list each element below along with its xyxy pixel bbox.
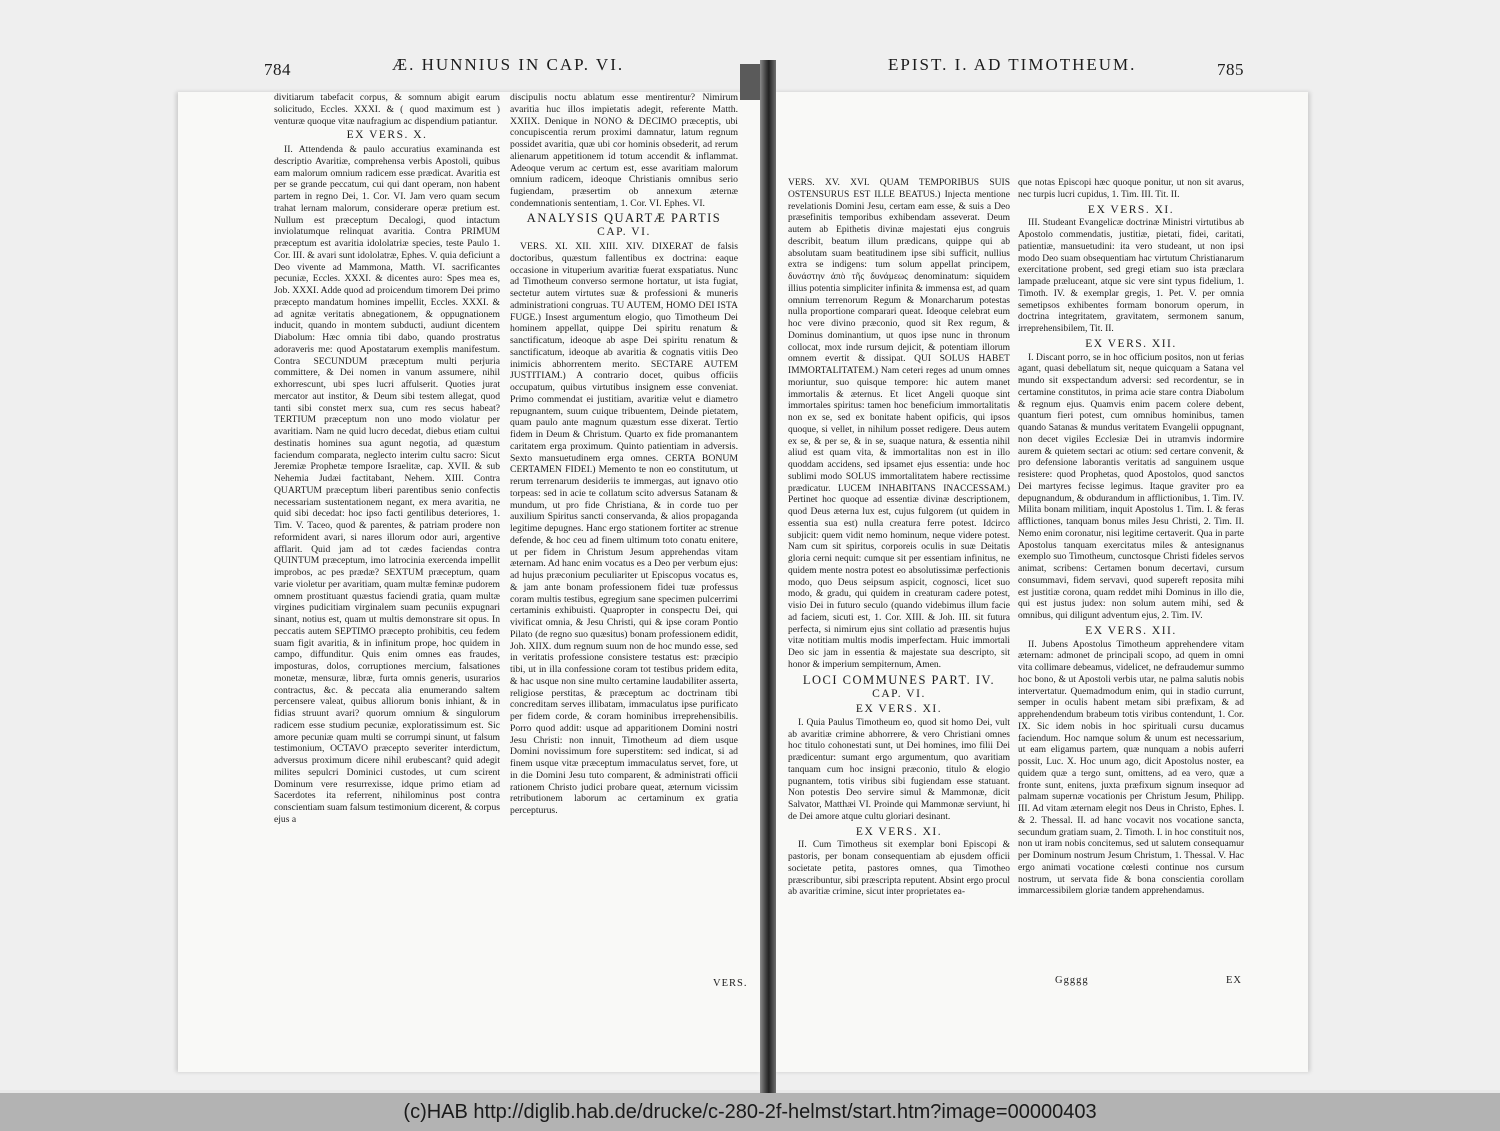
text-paragraph: que notas Episcopi hæc quoque ponitur, ut non sit avarus, nec turpis lucri cupidus, 1. Tim. III. Tit. II.: [1018, 178, 1244, 200]
right-running-head: EPIST. I. AD TIMOTHEUM.: [888, 55, 1137, 74]
book-gutter: [760, 60, 776, 1095]
text-paragraph: III. Studeant Evangelicæ doctrinæ Ministri virtutibus ab Apostolo commendatis, justitiæ, pietati, fidei, caritati, patientiæ, mansuetudini: ita vero studeant, ut non ipsi modo Deo suam obsequentiam hac virtutum Christianarum exercitatione probent, sed gregi etiam suo ista præclara lampade præluceant, atque sic vere sint typus fidelium, 1. Timoth. IV. & exemplar gregis, 1. Pet. V. per omnia semetipsos exhibentes formam bonorum operum, in doctrina integritatem, gravitatem, sermonem sanum, irreprehensibilem, Tit. II.: [1018, 218, 1244, 334]
text-paragraph: II. Jubens Apostolus Timotheum apprehendere vitam æternam: admonet de principali scopo, ad quem in omni vita collimare debeamus, videlicet, ne defraudemur summo hoc bono, & ut Apostoli verbis utar, ne palma salutis nobis intervertatur. Quemadmodum enim, qui in stadio currunt, semper in oculis habent metam sibi præfixam, & ad apprehendendum brabeum totis viribus contendunt, 1. Cor. IX. Sic idem nobis in hoc spirituali cursu ducamus faciendum. Hoc namque solum & unum est necessarium, ut eam eligamus partem, quæ nunquam a nobis auferri possit, Luc. X. Hoc unum ago, dicit Apostolus noster, ea quidem quæ a tergo sunt, omittens, ad ea vero, quæ a fronte sunt, enitens, juxta præfixum signum insequor ad palmam supernæ vocationis per Christum Jesum, Philipp. III. Ad vitam æternam elegit nos Deus in Christo, Ephes. I. & 2. Thessal. II. ad hanc vocavit nos vocatione sancta, secundum gratiam suam, 2. Timoth. I. in hoc constituit nos, non ut iram nobis concitemus, sed ut salutem consequamur per Dominum nostrum Jesum Christum, 1. Thessal. V. Hac ergo animati vocatione cœlesti continue nos cursum nostrum, ut servata fide & bona conscientia corollam immarcessibilem gloriæ tandem apprehendamus.: [1018, 639, 1244, 897]
section-heading: EX VERS. XII.: [1085, 337, 1177, 350]
text-paragraph: VERS. XI. XII. XIII. XIV. DIXERAT de falsis doctoribus, quæstum fallentibus ex doctrina: eaque occasione in vituperium avaritiæ fuerat exspatiatus. Nunc ad Timotheum converso sermone hortatur, ut ista fugiat, sectetur autem virtutes suæ & professioni & muneris administrationi congruas. TU AUTEM, HOMO DEI ISTA FUGE.) Insest argumentum elogio, quo Timotheum Dei hominem appellat, quippe Dei spiritu renatum & sanctificatum, ideoque ab aspe Dei spiritu renatum & sanctificatum, ideoque ab avaritia & cognatis vitiis Deo inimicis abhorrentem merito. SECTARE AUTEM JUSTITIAM.) A contrario docet, quibus officiis occupatum, quibus virtutibus insignem esse conveniat. Primo commendat ei justitiam, avaritiæ velut e diametro repugnantem, suum cuique tribuentem, Deinde pietatem, quam paulo ante magnum quæstum esse dixerat. Tertio fidem in Deum & Christum. Quarto ex fide promanantem caritatem erga proximum. Quinto patientiam in adversis. Sexto mansuetudinem erga omnes. CERTA BONUM CERTAMEN FIDEI.) Memento te non eo constitutum, ut rerum terrenarum desideriis te immergas, aut ignavo otio torpeas: sed in acie te collatum scito adversus Satanam & mundum, ut pro fide Christiana, & in corde tuo per auxilium Spiritus sancti conservanda, & alios propaganda legitime depugnes. Hanc ergo stationem fortiter ac strenue defende, & hoc ceu ad finem ultimum toto conatu enitere, ut per fidem in Christum Jesum apprehendas vitam æternam. Ad hanc enim vocatus es a Deo per verbum ejus: ad hujus præconium peculiariter ut Episcopus vocatus es, & jam ante bonam professionem fidei tuæ professus coram multis testibus, egregium sane specimen pulcerrimi certaminis exhibuisti. Quapropter in conspectu Dei, qui vivificat omnia, & Jesu Christi, qui & ipse coram Pontio Pilato (de regno suo quæsitus) bonam professionem edidit, Joh. XIIX. dum regnum suum non de hoc mundo esse, sed in veritatis professione consistere testatus est: præcipio tibi, ut in illa confessione coram tot testibus pridem edita, & hac usque non sine multo certamine laudabiliter asserta, religiose perstitas, & præceptum ac doctrinam tibi concreditam serves illibatam, immaculatus ipse purificato per fidem corde, & coram hominibus irreprehensibilis. Porro quod addit: usque ad apparitionem Domini nostri Jesu Christi: non innuit, Timotheum ad diem usque Domini novissimum fore superstitem: sed indicat, si ad finem usque vitæ præceptum immaculatus servet, fore, ut in die Domini Jesu tuto comparent, & administrati officii rationem Christo judici probare queat, æternum vicissim retributionem laborum ac certaminum ex gratia percepturus.: [510, 241, 738, 816]
left-column-1: [274, 92, 500, 826]
left-running-head: Æ. HUNNIUS IN CAP. VI.: [392, 55, 625, 74]
text-paragraph: I. Quia Paulus Timotheum eo, quod sit homo Dei, vult ab avaritiæ crimine abhorrere, & vero Christiani omnes hoc titulo cohonestati sunt, ut Dei homines, imo filii Dei prædicentur: sumant ergo argumentum, quo avaritiam tanquam cum hoc insigni præconio, titulo & elogio pugnantem, totis viribus sibi fugiendam esse statuant. Non potestis Deo servire simul & Mammonæ, dicit Salvator, Matthæi VI. Proinde qui Mammonæ serviunt, hi de Dei amore atque cultu gloriari desinant.: [788, 717, 1010, 822]
text-paragraph: II. Attendenda & paulo accuratius examinanda est descriptio Avaritiæ, comprehensa verbis Apostoli, quibus eam malorum omnium radicem esse prædicat. Avaritia est per se grande peccatum, cui qui dant operam, non habent partem in regno Dei, 1. Cor. VI. Jam vero quam secum trahat lernam malorum, considerare operæ pretium est. Nullum est præceptum Decalogi, quod intactum inviolatumque relinquat avaritia. Contra PRIMUM præceptum est avaritia idololatriæ species, teste Paulo 1. Cor. III. & avari sunt idololatræ, Ephes. V. quia deficiunt a Deo vivente ad Mammona, Matth. VI. sacrificantes pecuniæ, Eccles. XXXI. & dicentes auro: Spes mea es, Job. XXXI. Adde quod ad proicendum timorem Dei primo præcepto mandatum homines impellit, Eccles. XXXI. & ad agnitæ veritatis abnegationem, & oppugnationem inducit, quando in montem subducti, audiunt dicentem Diabolum: Hæc omnia tibi dabo, quando prostratus adoraveris me: quod Apostatarum exemplis manifestum. Contra SECUNDUM præceptum multi perjuria committere, & Dei nomen in vanum assumere, nihil exhorrescunt, ubi spes lucri affulserit. Quoties jurat mercator aut institor, & Deum sibi testem allegat, quod tanti sibi constet merx sua, cum res secus habeat? TERTIUM præceptum non uno modo violatur per avaritiam. Nam ne quid lucro decedat, diebus etiam cultui destinatis homines sua agunt negotia, ad quæstum faciendum comparata, neglecto interim cultu sacro: Sicut Jeremiæ Prophetæ tempore Israelitæ, cap. XVII. & sub Nehemia Judæi factitabant, Nehem. XIII. Contra QUARTUM præceptum liberi parentibus senio confectis necessariam sustentationem negant, ex mera avaritia, ne quid sibi decedat: hoc ipso facti gentilibus deteriores, 1. Tim. V. Taceo, quod & parentes, & patriam prodere non reformident avari, si nares illorum odor auri, argentive afflarit. Quid jam ad tot cædes faciendas contra QUINTUM præceptum, imo latrocinia exercenda impellit improbos, ac pes prædæ? SEXTUM præceptum, quam varie violetur per avaritiam, quam multæ feminæ pudorem omnem prostituant quæstus faciendi gratia, quam multæ virgines pudicitiam virginalem suam pecuniis expugnari sinant, notius est, quam ut multis demonstrare sit opus. In peccatis autem SEPTIMO præcepto prohibitis, ceu fedem suam figit avaritia, & in infinitum prope, hoc quidem in campo, diffunditur. Quis enim omnes eas fraudes, imposturas, dolos, corruptiones mercium, falsationes monetæ, mensuræ, libræ, furta omnis generis, usurarios contractus, &c. & peccata alia enumerando saltem percensere valeat, quibus alliorum bonis inhiant, & in fidias struunt avari? quorum omnium & singulorum radicem esse studium pecuniæ, exploratissimum est. Sic amore pecuniæ quam multi se corrumpi sinunt, ut falsum testimonium, OCTAVO præcepto severiter interdictum, adversus proximum dicere nihil erubescant? quid adegit milites sepulcri Dominici custodes, ut cum scirent Dominum vere resurrexisse, idque primo etiam ad Sacerdotes ita referrent, nihilominus post contra conscientiam suam falsum testimonium dicerent, & corpus ejus a: [274, 144, 500, 825]
left-column-2: [510, 92, 738, 817]
chapter-heading: CAP. VI.: [597, 226, 651, 239]
signature-mark: Ggggg: [1055, 975, 1089, 986]
section-heading: LOCI COMMUNES PART. IV.: [802, 672, 996, 687]
text-paragraph: VERS. XV. XVI. QUAM TEMPORIBUS SUIS OSTENSURUS EST ILLE BEATUS.) Injecta mentione revelationis Domini Jesu, certam eam esse, & suis a Deo præsefinitis temporibus exhibendam asseverat. Deum autem ab Epithetis divinæ majestati ejus congruis describit, beatum illum prædicans, quippe qui ab absolutam suam beatitudinem ipse sibi sufficit, nullius extra se indigens: tum solum appellat principem, δυνάστην ἀπὸ τῆς δυνάμεως denominatum: siquidem illius potentia simpliciter infinita & immensa est, ad quam omnium terrenorum Regum & Monarcharum potestas nulla proportione comparari queat. Ideoque celebrat eum hoc vere divino præconio, quod sit Rex regum, & Dominus dominantium, ut quos ipse nunc in thronum collocat, mox inde rursum dejicit, & potentiam illorum omnem evertit & dissipat. QUI SOLUS HABET IMMORTALITATEM.) Nam ceteri reges ad unum omnes moriuntur, suo quisque tempore: hic autem manet immortalis & æternus. Et licet Angeli quoque sint immortales spiritus: tamen hoc beneficium immortalitatis non ex se, sed ex bonitate habent opificis, qui ipsos quoque, si vellet, in nihilum posset redigere. Deus autem ex se, & per se, & in se, suaque natura, & essentia nihil aliud est quam vita, & immortalitas non est in illo quoddam accidens, sed ipsamet ejus essentia: unde hoc sublimi modo SOLUS immortalitatem habere rectissime prædicatur. LUCEM INHABITANS INACCESSAM.) Pertinet hoc quoque ad essentiæ divinæ descriptionem, quod Deus æterna lux est, cujus fulgorem (ut quidem in essentia sua est) nulla creatura ferre potest. Idcirco subjicit: quem vidit nemo hominum, neque videre potest. Nam cum sit spiritus, corporeis oculis in suæ Deitatis gloria cerni nequit: cumque sit per essentiam infinitus, ne quidem mente nostra potest eo absolutissimæ perfectionis modo, quo Deus seipsum aspicit, cognosci, licet suo modo, & gradu, qui quidem in creaturam cadere potest, visio Dei in futuro seculo (quando videbimus illum facie ad faciem, sicuti est, 1. Cor. XIII. & Joh. III. sit futura perfecta, si nimirum ejus sint collatio ad præsentis hujus vitæ notitiam multis modis imperfectam. Huic immortali Deo sic jam in essentia & majestate sua descripto, sit honor & imperium sempiternum, Amen.: [788, 178, 1010, 670]
left-catchword: VERS.: [713, 978, 748, 989]
right-column-2: [1018, 178, 1244, 898]
section-heading: EX VERS. XI.: [1087, 203, 1175, 216]
left-page-number: 784: [264, 60, 291, 79]
text-paragraph: discipulis noctu ablatum esse mentirentur? Nimirum avaritia huc illos impietatis adegit, referente Matth. XXIIX. Denique in NONO & DECIMO præceptis, ubi concupiscentia rerum proximi damnatur, latum regnum possidet avaritia, quæ ubi cor hominis obsederit, ad rerum alienarum appetitionem id totum accendit & inflammat. Adeoque verum ac certum est, esse avaritiam malorum omnium radicem, ideoque Christianis omnibus serio fugiendam, præsertim ob annexum æternæ condemnationis sententiam, 1. Cor. VI. Ephes. VI.: [510, 92, 738, 209]
text-paragraph: divitiarum tabefacit corpus, & somnum abigit earum solicitudo, Eccles. XXXI. & ( quod maximum est ) venturæ quoque vitæ naufragium ac dispendium patiantur.: [274, 92, 500, 127]
right-page-number: 785: [1217, 60, 1244, 79]
right-catchword: EX: [1226, 975, 1242, 986]
right-column-1: [788, 178, 1010, 899]
copyright-footer: (c)HAB http://diglib.hab.de/drucke/c-280-2f-helmst/start.htm?image=00000403: [0, 1093, 1500, 1131]
section-heading: EX VERS. X.: [346, 129, 428, 142]
section-heading: EX VERS. XII.: [1085, 624, 1177, 637]
text-paragraph: I. Discant porro, se in hoc officium positos, non ut ferias agant, quasi debellatum sit, neque quicquam a Satana vel mundo sit exspectandum adversi: sed recordentur, se in certamine constitutos, in prima acie stare contra Diabolum & regnum ejus. Quamvis enim pacem colere debent, quantum fieri potest, cum omnibus hominibus, tamen quando Satanas & mundus veritatem Evangelii oppugnant, non decet vigiles Ecclesiæ Dei in utramvis indormire aurem & quietem sectari ac otium: sed certare convenit, & pro defensione laborantis veritatis ad sanguinem usque resistere: quod Prophetas, quod Apostolos, quod sanctos Dei martyres fecisse legimus. Itaque graviter pro ea depugnandum, & obdurandum in afflictionibus, 1. Tim. IV. Milita bonam militiam, inquit Apostolus 1. Tim. I. & feras afflictiones, tanquam bonus miles Jesu Christi, 2. Tim. II. Nemo enim coronatur, nisi legitime certaverit. Qua in parte Apostolus tanquam exercitatus miles & antesignanus exemplo suo Timotheum, cunctosque Christi fideles servos animat, scribens: Certamen bonum decertavi, cursum consummavi, fidem servavi, quod supereft reposita mihi est justitiæ corona, quam reddet mihi Dominus in illo die, qui est justus judex: non solum autem mihi, sed & omnibus, qui diligunt adventum ejus, 2. Tim. IV.: [1018, 352, 1244, 621]
section-heading: EX VERS. XI.: [855, 825, 943, 838]
chapter-heading: CAP. VI.: [872, 688, 926, 701]
section-heading: ANALYSIS QUARTÆ PARTIS: [526, 210, 722, 225]
section-heading: EX VERS. XI.: [855, 703, 943, 715]
text-paragraph: II. Cum Timotheus sit exemplar boni Episcopi & pastoris, per bonam consequentiam ab ejusdem officii societate petita, pastores omnes, qua Timotheo præscribuntur, sibi præscripta reputent. Absint ergo procul ab avaritiæ crimine, sicut inter proprietates ea-: [788, 840, 1010, 898]
